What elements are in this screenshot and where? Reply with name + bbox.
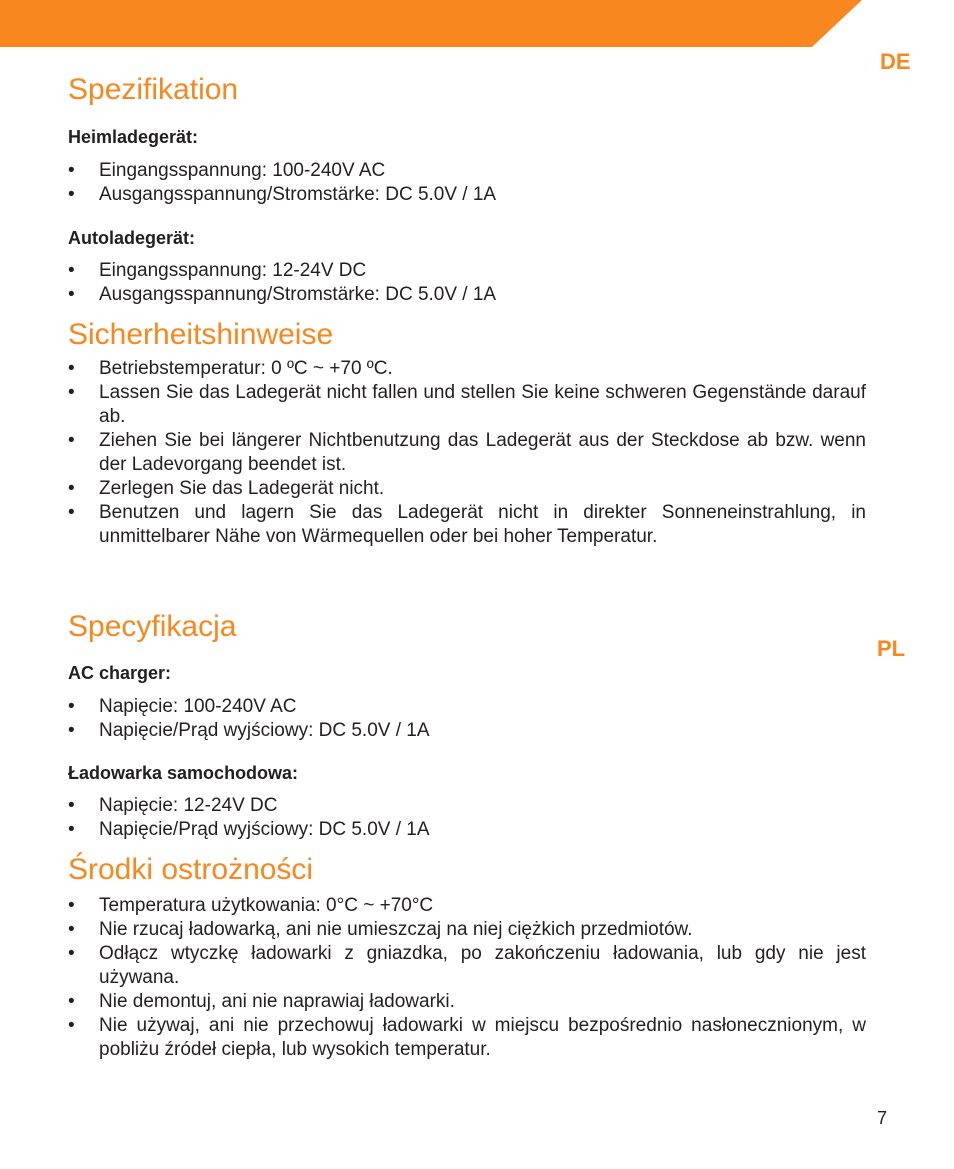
de-safety-list: [68, 357, 866, 549]
list-item: • Ausgangsspannung/Stromstärke: DC 5.0V / 1A: [68, 283, 866, 307]
list-item: • Napięcie/Prąd wyjściowy: DC 5.0V / 1A: [68, 818, 866, 842]
list-item: • Odłącz wtyczkę ładowarki z gniazdka, po zakończeniu ładowania, lub gdy nie jest używana.: [68, 942, 866, 990]
de-spec-title: Spezifikation: [68, 73, 239, 106]
list-item: • Napięcie: 100-240V AC: [68, 695, 866, 719]
de-car-charger-heading: Autoladegerät:: [68, 228, 196, 248]
list-item: • Lassen Sie das Ladegerät nicht fallen und stellen Sie keine schweren Gegenstände darauf ab.: [68, 381, 866, 429]
pl-safety-title: Środki ostrożności: [68, 853, 314, 886]
de-home-charger-list: [68, 159, 866, 207]
pl-spec-title: Specyfikacja: [68, 610, 237, 643]
list-item: • Napięcie: 12-24V DC: [68, 794, 866, 818]
de-safety-title: Sicherheitshinweise: [68, 318, 334, 351]
list-item: • Eingangsspannung: 12-24V DC: [68, 259, 866, 283]
list-item: • Nie używaj, ani nie przechowuj ładowarki w miejscu bezpośrednio nasłonecznionym, w pobliżu źródeł ciepła, lub wysokich temperatur.: [68, 1014, 866, 1062]
list-item: • Temperatura użytkowania: 0°C ~ +70°C: [68, 894, 866, 918]
list-item: • Nie demontuj, ani nie naprawiaj ładowarki.: [68, 990, 866, 1014]
list-item: • Betriebstemperatur: 0 ºC ~ +70 ºC.: [68, 357, 866, 381]
page-number: 7: [876, 1108, 887, 1128]
list-item: • Eingangsspannung: 100-240V AC: [68, 159, 866, 183]
list-item: • Benutzen und lagern Sie das Ladegerät nicht in direkter Sonneneinstrahlung, in unmittelbarer Nähe von Wärmequellen oder bei hoher Temperatur.: [68, 501, 866, 549]
list-item: • Ausgangsspannung/Stromstärke: DC 5.0V / 1A: [68, 183, 866, 207]
list-item: • Napięcie/Prąd wyjściowy: DC 5.0V / 1A: [68, 719, 866, 743]
pl-ac-charger-heading: AC charger:: [68, 663, 172, 683]
header-accent-bar: [0, 0, 862, 47]
list-item: • Ziehen Sie bei längerer Nichtbenutzung das Ladegerät aus der Steckdose ab bzw. wenn der Ladevorgang beendet ist.: [68, 429, 866, 477]
list-item: • Zerlegen Sie das Ladegerät nicht.: [68, 477, 866, 501]
pl-safety-list: [68, 894, 866, 1062]
pl-car-charger-list: [68, 794, 866, 842]
language-tag-pl: PL: [877, 636, 906, 661]
list-item: • Nie rzucaj ładowarką, ani nie umieszczaj na niej ciężkich przedmiotów.: [68, 918, 866, 942]
pl-car-charger-heading: Ładowarka samochodowa:: [68, 763, 299, 783]
de-home-charger-heading: Heimladegerät:: [68, 127, 199, 147]
pl-ac-charger-list: [68, 695, 866, 743]
language-tag-de: DE: [880, 49, 911, 74]
de-car-charger-list: [68, 259, 866, 307]
